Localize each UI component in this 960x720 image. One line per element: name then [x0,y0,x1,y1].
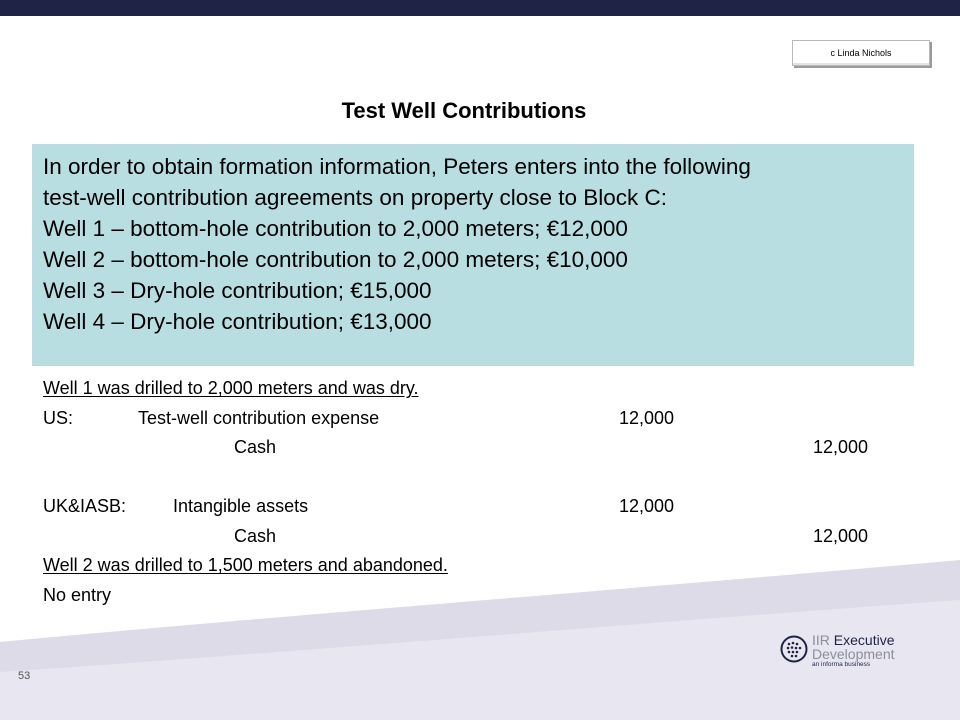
uk-debit-account: Intangible assets [173,496,309,516]
globe-dots-icon [780,635,808,663]
logo-executive: Executive [833,632,895,648]
intro-line: Well 2 – bottom-hole contribution to 2,000 meters; €10,000 [43,247,628,272]
well2-heading-row [43,551,903,581]
logo-tagline: an informa business [812,661,871,668]
logo-development: Development [812,646,895,662]
us-debit-amount: 12,000 [619,407,675,428]
uk-credit-account: Cash [234,525,277,546]
intro-line: Well 3 – Dry-hole contribution; €15,000 [43,278,432,303]
well2-entry-row [43,581,903,611]
us-debit-account: Test-well contribution expense [138,407,380,428]
us-credit-row [43,433,903,463]
intro-line: In order to obtain formation information, Peters enters into the following [43,154,751,179]
copyright-label: c Linda Nichols [792,40,930,66]
blank-row [43,463,903,493]
uk-credit-amount: 12,000 [813,525,869,546]
iir-logo [780,632,910,672]
intro-line: test-well contribution agreements on property close to Block C: [43,185,668,210]
uk-credit-row [43,522,903,552]
uk-label: UK&IASB: [43,496,127,516]
well2-entry: No entry [43,584,112,605]
page-number: 53 [18,670,31,682]
top-bar [0,0,960,16]
journal-entries [43,374,903,610]
slide-title: Test Well Contributions [341,98,587,123]
intro-text-box [32,144,914,366]
uk-debit-row [43,492,903,522]
us-credit-amount: 12,000 [813,437,869,457]
logo-iir: IIR [812,632,830,648]
intro-line: Well 4 – Dry-hole contribution; €13,000 [43,309,432,334]
well1-heading: Well 1 was drilled to 2,000 meters and was dry. [43,378,419,398]
well1-heading-row [43,374,903,404]
us-credit-account: Cash [234,437,277,457]
well2-heading: Well 2 was drilled to 1,500 meters and abandoned. [43,555,448,575]
uk-debit-amount: 12,000 [619,496,675,516]
intro-line: Well 1 – bottom-hole contribution to 2,000 meters; €12,000 [43,216,628,241]
us-debit-row [43,404,903,434]
us-label: US: [43,407,74,428]
